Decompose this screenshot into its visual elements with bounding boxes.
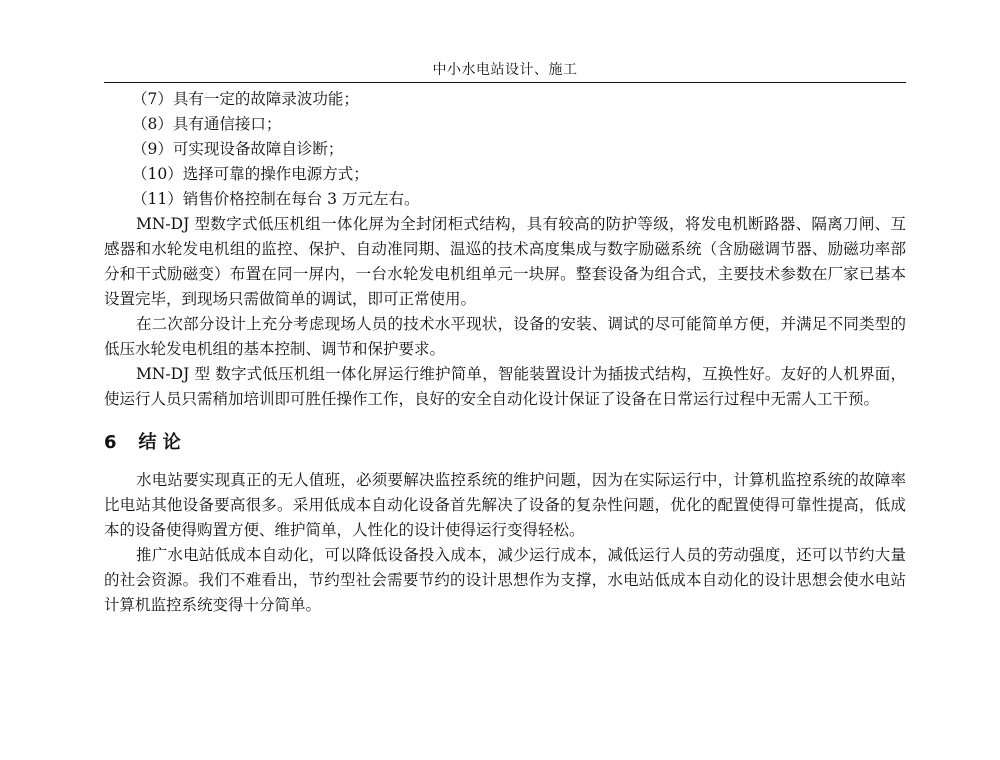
list-item: （7）具有一定的故障录波功能；	[132, 90, 359, 108]
running-header: 中小水电站设计、施工	[104, 60, 906, 83]
body-paragraph: MN-DJ 型数字式低压机组一体化屏为全封闭柜式结构，具有较高的防护等级，将发电机断路器、隔离刀闸、互感器和水轮发电机组的监控、保护、自动准同期、温巡的技术高度集成与数字励磁系统（含励磁调节器、励磁功率部分和干式励磁变）布置在同一屏内，一台水轮发电机组单元一块屏。整套设备为组合式，主要技术参数在厂家已基本设置完毕，到现场只需做简单的调试，即可正常使用。	[104, 215, 906, 308]
body-paragraph: 在二次部分设计上充分考虑现场人员的技术水平现状，设备的安装、调试的尽可能简单方便，并满足不同类型的低压水轮发电机组的基本控制、调节和保护要求。	[104, 315, 906, 358]
list-item: （9）可实现设备故障自诊断；	[132, 140, 344, 158]
list-item: （11）销售价格控制在每台 3 万元左右。	[132, 190, 420, 208]
list-item: （8）具有通信接口；	[132, 115, 282, 133]
section-title: 结 论	[138, 432, 181, 453]
body-paragraph: 水电站要实现真正的无人值班，必须要解决监控系统的维护问题，因为在实际运行中，计算机监控系统的故障率比电站其他设备要高很多。采用低成本自动化设备首先解决了设备的复杂性问题，优化的配置使得可靠性提高，低成本的设备使得购置方便、维护简单，人性化的设计使得运行变得轻松。	[104, 471, 906, 539]
section-number: 6	[104, 432, 117, 453]
feature-list	[104, 87, 906, 212]
document-page	[104, 60, 906, 618]
body-paragraph: 推广水电站低成本自动化，可以降低设备投入成本，减少运行成本，减低运行人员的劳动强度，还可以节约大量的社会资源。我们不难看出，节约型社会需要节约的设计思想作为支撑，水电站低成本自动化的设计思想会使水电站计算机监控系统变得十分简单。	[104, 546, 906, 614]
section-heading	[104, 430, 906, 456]
body-paragraph: MN-DJ 型 数字式低压机组一体化屏运行维护简单，智能装置设计为插拔式结构，互换性好。友好的人机界面，使运行人员只需稍加培训即可胜任操作工作，良好的安全自动化设计保证了设备在日常运行过程中无需人工干预。	[104, 365, 906, 408]
list-item: （10）选择可靠的操作电源方式；	[132, 165, 369, 183]
